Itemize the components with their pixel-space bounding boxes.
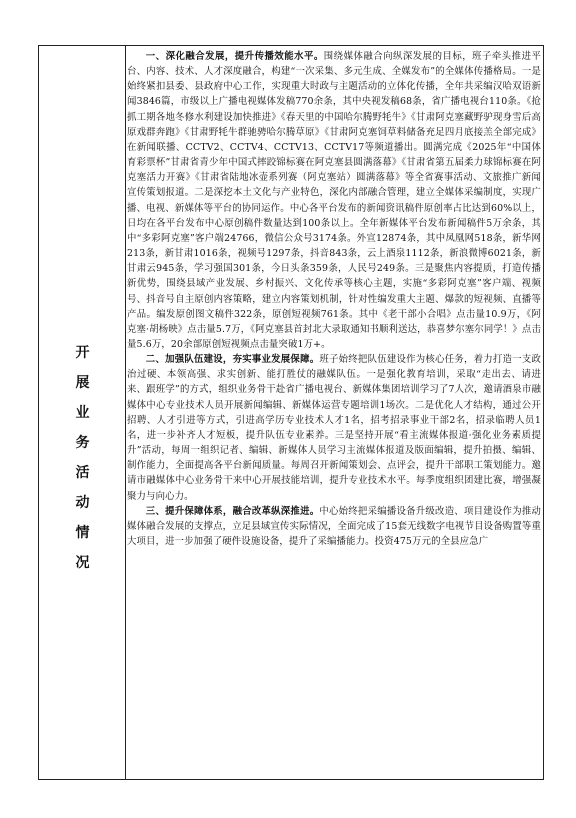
paragraph-body: 中心始终把采编播设备升级改造、项目建设作为推动媒体融合发展的支撑点，立足县域宣传实际情况，全面完成了15套无线数字电视节目设备购置等重大项目，进一步加强了硬件设施设备，提升了采编播能力。投资475万元的全县应急广 [127, 505, 541, 547]
label-char: 活 [75, 465, 90, 481]
label-char: 业 [75, 405, 90, 421]
paragraph-1 [127, 49, 541, 352]
paragraph-body: 围绕媒体融合向纵深发展的目标，班子牵头推进平台、内容、技术、人才深度融合，构建“一次采集、多元生成、全媒发布”的全媒体传播格局。一是始终紧扣县委、县政府中心工作，实现重大时政与主题活动的立体化传播，全年共采编汉哈双语新闻3846篇，市级以上广播电视媒体发稿770余条，其中央视发稿68条，省广播电视台110条。《抢抓工期各地冬修水利建设加快推进》《春天里的中国哈尔腾野牦牛》《甘肃阿克塞藏野驴现身雪后高原戏群奔跑》《甘肃野牦牛群驰骋哈尔腾草原》《甘肃阿克塞饲草料储备充足四月底接羔全部完成》在新闻联播、CCTV2、CCTV4、CCTV13、CCTV17等频道播出。圆满完成《2025年“中国体育彩票杯”甘肃省青少年中国式摔跤锦标赛在阿克塞县圆满落幕》《甘肃省第五届柔力球锦标赛在阿克塞活力开赛》《甘肃省陆地冰壶系列赛（阿克塞站）圆满落幕》等全省赛事活动、文旅推广新闻宣传策划报道。二是深挖本土文化与产业特色，深化内部融合管理，建立全媒体采编制度，实现广播、电视、新媒体等平台的协同运作。中心各平台发布的新闻资讯稿件原创率占比达到60%以上，日均在各平台发布中心原创稿件数量达到100条以上。全年新媒体平台发布新闻稿件5万余条，其中“多彩阿克塞”客户端24766，微信公众号3174条。外宣12874条，其中凤凰网518条，新华网213条，新甘肃1016条，视频号1297条，抖音843条，云上酒泉1112条，新浪微博6021条，新甘肃云945条，学习强国301条，今日头条359条，人民号249条。三是聚焦内容提质，打造传播新优势，围绕县域产业发展、乡村振兴、文化传承等核心主题，实施“多彩阿克塞”客户端、视频号、抖音号自主原创内容策略，建立内容策划机制，针对性编发重大主题、爆款的短视频、直播等产品。编发原创图文稿件322条，原创短视频761条。其中《老干部小合唱》点击量10.9万，《阿克塞·胡杨映》点击量5.7万，《阿克塞县首封北大录取通知书顺利送达，恭喜梦尔塞尔同学！》点击量5.6万，20余部原创短视频点击量突破1万+。 [127, 51, 541, 350]
label-char: 动 [75, 495, 90, 511]
label-char: 开 [75, 345, 90, 361]
label-char: 务 [75, 435, 90, 451]
label-char: 展 [75, 375, 90, 391]
paragraph-3 [127, 504, 541, 549]
paragraph-heading: 三、提升保障体系，融合改革纵深推进。 [145, 505, 320, 517]
section-label [39, 338, 126, 578]
paragraph-2 [127, 352, 541, 504]
section-label-cell [39, 46, 126, 779]
label-char: 况 [75, 555, 90, 571]
paragraph-body: 班子始终把队伍建设作为核心任务，着力打造一支政治过硬、本领高强、求实创新、能打胜仗的融媒队伍。一是强化教育培训，采取“走出去、请进来、跟班学”的方式，组织业务骨干赴省广播电视台、新媒体集团培训学习了7人次，邀请酒泉市融媒体中心专业技术人员开展新闻编辑、新媒体运营专题培训1场次。二是优化人才结构，通过公开招聘、人才引进等方式，引进高学历专业技术人才1名，招考招录事业干部2名，招录临聘人员1名，进一步补齐人才短板，提升队伍专业素养。三是坚持开展“看主流媒体报道·强化业务素质提升”活动，每周一组织记者、编辑、新媒体人员学习主流媒体报道及版面编辑，提升拍摄、编辑、制作能力，全面提高各平台新闻质量。每周召开新闻策划会、点评会，提升干部职工策划能力。邀请市融媒体中心业务骨干来中心开展技能培训，提升专业技术水平。每季度组织团建比赛，增强凝聚力与向心力。 [127, 354, 541, 502]
paragraph-heading: 一、深化融合发展，提升传播效能水平。 [145, 51, 324, 62]
label-char: 情 [75, 525, 90, 541]
content-cell [127, 49, 541, 779]
paragraph-heading: 二、加强队伍建设，夯实事业发展保障。 [145, 354, 320, 366]
report-table [38, 45, 544, 780]
